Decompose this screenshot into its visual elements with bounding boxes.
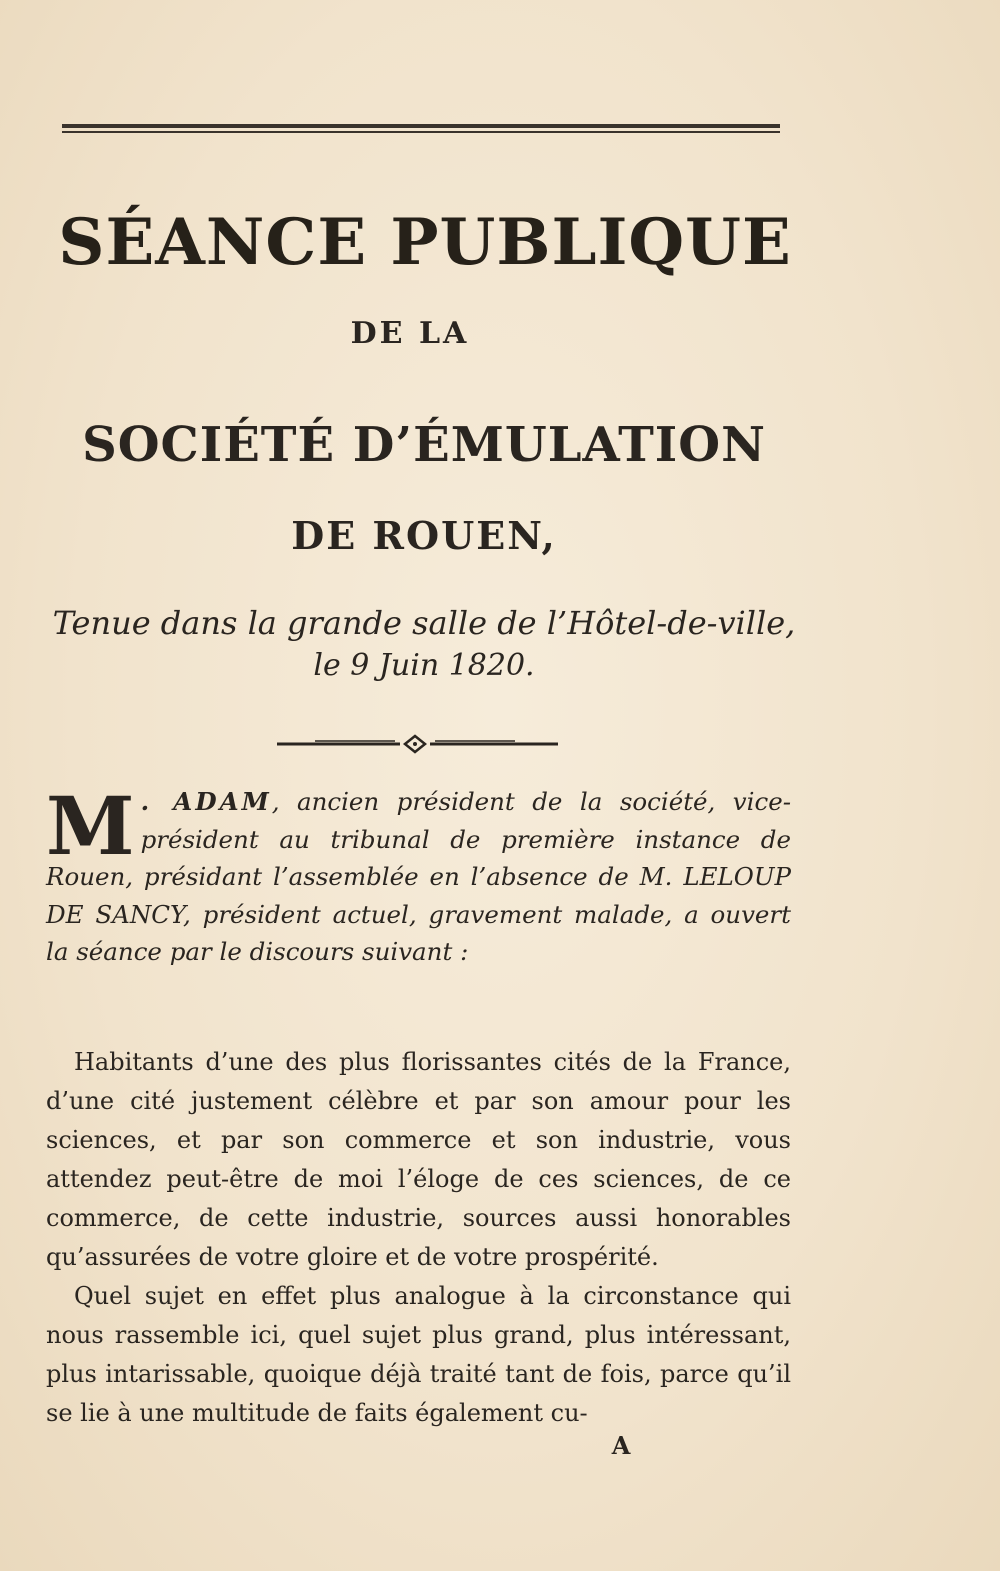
signature-mark: A <box>611 1431 631 1460</box>
session-location: Tenue dans la grande salle de l’Hôtel-de-ville, <box>52 604 796 642</box>
body-paragraph: Habitants d’une des plus florissantes cités de la France, d’une cité justement célèbre et par son amour pour les sciences, et par son commerce et son industrie, vous attendez peut-être de moi l’éloge de ces sciences, de ce commerce, de cette industrie, sources aussi honorables qu’assurées de votre gloire et de votre prospérité. <box>46 1048 791 1271</box>
page-title: SÉANCE PUBLIQUE <box>58 205 792 280</box>
drop-cap: M <box>46 779 135 873</box>
intro-paragraph <box>46 779 791 971</box>
session-date: le 9 Juin 1820. <box>313 648 535 683</box>
ornament-divider-icon <box>275 733 560 755</box>
top-double-rule <box>62 122 780 136</box>
body-paragraph: Quel sujet en effet plus analogue à la circonstance qui nous rassemble ici, quel sujet plus grand, plus intéressant, plus intarissable, quoique déjà traité tant de fois, parce qu’il se lie à une multitude de faits également cu- <box>46 1282 791 1427</box>
society-name: SOCIÉTÉ D’ÉMULATION <box>82 417 766 473</box>
society-city: DE ROUEN, <box>291 513 557 558</box>
speaker-name: . ADAM <box>140 787 272 816</box>
title-connector: DE LA <box>350 316 470 351</box>
speech-body <box>46 1043 791 1433</box>
intro-text: , ancien président de la société, vice-président au tribunal de première instance de Rouen, présidant l’assemblée en l’absence de M. LELOUP DE SANCY, président actuel, gravement malade, a ouvert la séance par le discours suivant : <box>46 787 791 966</box>
